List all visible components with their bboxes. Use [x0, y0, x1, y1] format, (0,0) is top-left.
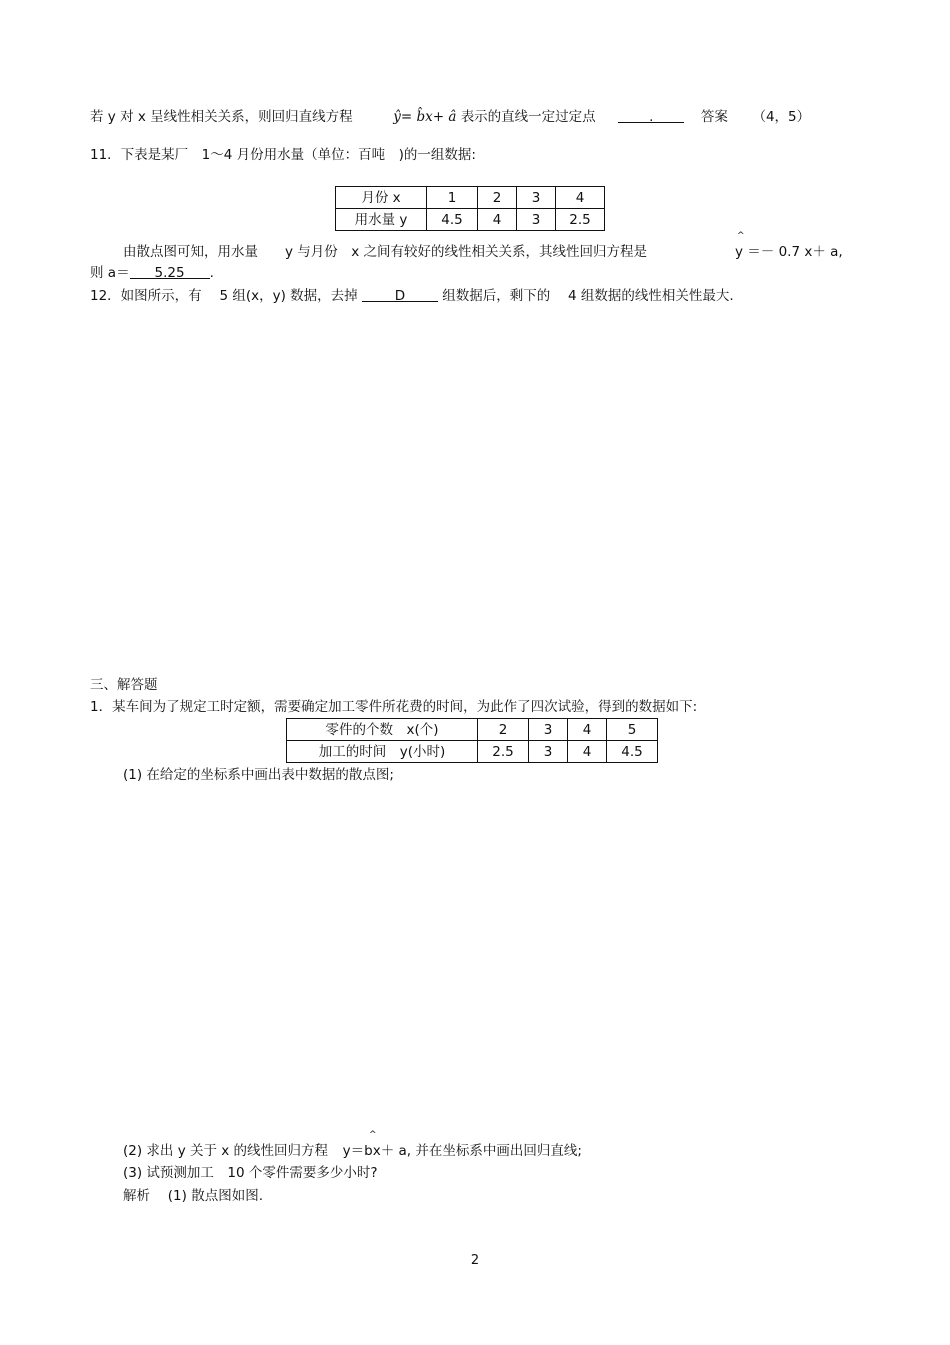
answer-blank: D	[362, 287, 438, 302]
part-2-equation: y＝bx＋ a, 并在坐标系中画出回归直线;	[342, 1143, 582, 1159]
hat-mark: ^	[737, 231, 745, 241]
answer-blank: .	[618, 108, 684, 123]
answer-label: 答案	[700, 109, 728, 125]
table-row	[287, 719, 658, 741]
table-cell: 5	[607, 719, 658, 741]
table-cell: 3	[529, 719, 568, 741]
table-row	[336, 187, 605, 209]
water-usage-table	[335, 186, 605, 231]
period: .	[209, 265, 214, 281]
table-cell: 4.5	[607, 741, 658, 763]
table-cell: 2	[478, 719, 529, 741]
table-cell: 用水量 y	[336, 209, 427, 231]
question-text: 若 y 对 x 呈线性相关关系，则回归直线方程	[90, 109, 353, 125]
table-cell: 加工的时间 y(小时)	[287, 741, 478, 763]
table-row	[336, 209, 605, 231]
part-2-text: (2) 求出 y 关于 x 的线性回归方程	[123, 1143, 329, 1159]
part-3: (3) 试预测加工 10 个零件需要多少小时?	[123, 1165, 378, 1181]
table-cell: 零件的个数 x(个)	[287, 719, 478, 741]
table-cell: 2.5	[556, 209, 605, 231]
q11-equation: y ＝－ 0.7 x＋ a,	[735, 244, 843, 260]
table-cell: 4	[568, 741, 607, 763]
hat-mark: ^	[369, 1130, 377, 1140]
section-heading: 三、解答题	[90, 677, 158, 693]
table-cell: 月份 x	[336, 187, 427, 209]
table-row	[287, 741, 658, 763]
answer-prefix: 则 a＝	[90, 265, 130, 281]
problem-1: 1．某车间为了规定工时定额，需要确定加工零件所花费的时间，为此作了四次试验，得到的数据如下:	[90, 699, 698, 715]
regression-formula: ŷ= b̂x+ â	[393, 109, 457, 125]
table-cell: 4	[556, 187, 605, 209]
part-1: (1) 在给定的坐标系中画出表中数据的散点图;	[123, 767, 394, 783]
table-cell: 3	[517, 187, 556, 209]
table-cell: 3	[529, 741, 568, 763]
answer-blank: 5.25	[130, 264, 210, 279]
table-cell: 3	[517, 209, 556, 231]
analysis: 解析 (1) 散点图如图.	[123, 1188, 263, 1204]
table-cell: 4	[568, 719, 607, 741]
machining-time-table	[286, 718, 658, 763]
table-cell: 2	[478, 187, 517, 209]
question-text: 12．如图所示，有 5 组(x，y) 数据，去掉	[90, 288, 358, 304]
part-2	[123, 1142, 582, 1160]
page-number: 2	[470, 1253, 480, 1268]
question-text-2: 表示的直线一定过定点	[460, 109, 596, 125]
question-11: 11．下表是某厂 1～4 月份用水量（单位：百吨 )的一组数据:	[90, 147, 476, 163]
question-text-2: 组数据后，剩下的 4 组数据的线性相关性最大.	[442, 288, 734, 304]
table-cell: 1	[427, 187, 478, 209]
table-cell: 2.5	[478, 741, 529, 763]
table-cell: 4	[478, 209, 517, 231]
q11-answer-line	[90, 264, 214, 282]
question-regression-fixed-point	[90, 108, 810, 126]
question-12	[90, 287, 734, 305]
table-cell: 4.5	[427, 209, 478, 231]
q11-description: 由散点图可知，用水量 y 与月份 x 之间有较好的线性相关关系，其线性回归方程是	[123, 244, 648, 260]
answer-value: （4，5）	[752, 109, 811, 125]
